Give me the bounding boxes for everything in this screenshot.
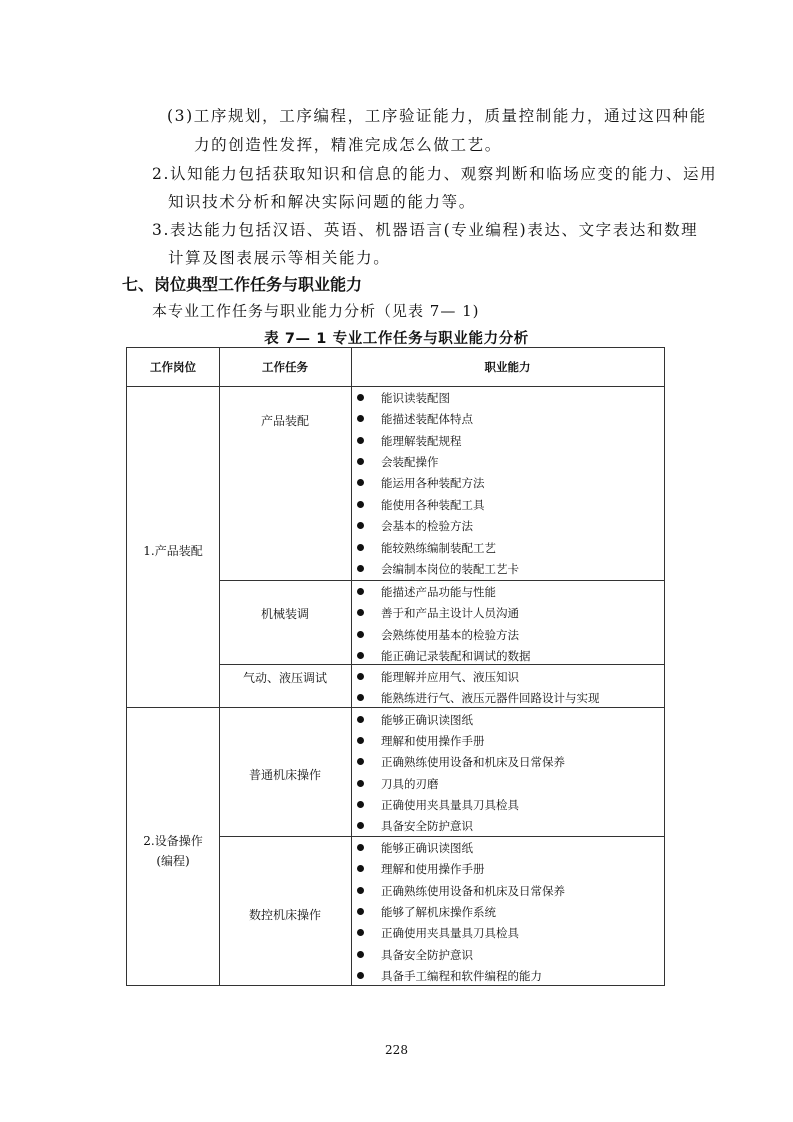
ability-text: 会基本的检验方法 [381,519,473,533]
bullet-icon [357,780,364,787]
paragraph-line: 计算及图表展示等相关能力。 [168,249,391,267]
bullet-icon [357,544,364,551]
ability-item [357,797,657,813]
bullet-icon [357,588,364,595]
row-divider [127,707,664,708]
ability-item [357,605,657,621]
bullet-icon [357,631,364,638]
ability-text: 善于和产品主设计人员沟通 [381,606,519,620]
bullet-icon [357,908,364,915]
bullet-icon [357,565,364,572]
ability-item [357,947,657,963]
ability-text: 理解和使用操作手册 [381,734,485,748]
task-cell: 普通机床操作 [248,768,321,782]
paragraph-line: 力的创造性发挥，精准完成怎么做工艺。 [194,136,502,154]
ability-item [357,776,657,792]
ability-item [357,627,657,643]
position-cell: 2.设备操作 [143,834,203,848]
ability-text: 正确熟练使用设备和机床及日常保养 [381,755,565,769]
row-divider [219,836,664,837]
ability-text: 能正确记录装配和调试的数据 [381,649,531,663]
task-cell: 气动、液压调试 [242,671,327,685]
ability-item [357,733,657,749]
bullet-icon [357,822,364,829]
ability-item [357,411,657,427]
bullet-icon [357,652,364,659]
ability-text: 能够正确识读图纸 [381,841,473,855]
ability-text: 正确熟练使用设备和机床及日常保养 [381,884,565,898]
row-divider [219,664,664,665]
header-position: 工作岗位 [150,360,196,374]
bullet-icon [357,887,364,894]
ability-item [357,540,657,556]
column-divider [351,348,352,985]
bullet-icon [357,394,364,401]
ability-text: 具备安全防护意识 [381,819,473,833]
ability-item [357,712,657,728]
ability-item [357,925,657,941]
ability-text: 能描述产品功能与性能 [381,585,496,599]
bullet-icon [357,437,364,444]
section-heading: 七、岗位典型工作任务与职业能力 [122,275,363,294]
bullet-icon [357,929,364,936]
task-cell: 产品装配 [260,414,309,428]
ability-item [357,883,657,899]
bullet-icon [357,737,364,744]
intro-text: 本专业工作任务与职业能力分析（见表 7— 1) [152,302,480,320]
ability-item [357,390,657,406]
ability-item [357,904,657,920]
bullet-icon [357,673,364,680]
ability-text: 能够正确识读图纸 [381,713,473,727]
bullet-icon [357,951,364,958]
bullet-icon [357,501,364,508]
ability-item [357,968,657,984]
bullet-icon [357,716,364,723]
ability-item [357,840,657,856]
ability-item [357,648,657,664]
ability-text: 具备手工编程和软件编程的能力 [381,969,542,983]
column-divider [219,348,220,985]
ability-item [357,475,657,491]
page-number: 228 [385,1043,408,1057]
ability-item [357,561,657,577]
competency-table [126,347,665,986]
position-cell: 1.产品装配 [143,544,203,558]
ability-text: 理解和使用操作手册 [381,862,485,876]
bullet-icon [357,801,364,808]
ability-item [357,584,657,600]
ability-item [357,497,657,513]
row-divider [219,580,664,581]
table-title: 表 7— 1 专业工作任务与职业能力分析 [264,331,529,347]
ability-text: 能较熟练编制装配工艺 [381,541,496,555]
bullet-icon [357,694,364,701]
ability-item [357,518,657,534]
position-cell-line2: (编程) [156,854,190,868]
ability-text: 刀具的刃磨 [381,777,439,791]
ability-text: 能识读装配图 [381,391,450,405]
ability-text: 正确使用夹具量具刀具检具 [381,926,519,940]
row-divider [127,386,664,387]
ability-text: 正确使用夹具量具刀具检具 [381,798,519,812]
bullet-icon [357,415,364,422]
ability-text: 能够了解机床操作系统 [381,905,496,919]
ability-item [357,669,657,685]
ability-item [357,454,657,470]
ability-item [357,818,657,834]
ability-text: 会编制本岗位的装配工艺卡 [381,562,519,576]
ability-item [357,861,657,877]
ability-item [357,433,657,449]
paragraph-line: 知识技术分析和解决实际问题的能力等。 [168,193,476,211]
bullet-icon [357,479,364,486]
bullet-icon [357,865,364,872]
ability-text: 能理解并应用气、液压知识 [381,670,519,684]
ability-text: 能使用各种装配工具 [381,498,485,512]
header-task: 工作任务 [262,360,308,374]
bullet-icon [357,522,364,529]
ability-item [357,690,657,706]
ability-item [357,754,657,770]
ability-text: 能描述装配体特点 [381,412,473,426]
ability-text: 具备安全防护意识 [381,948,473,962]
bullet-icon [357,758,364,765]
ability-text: 会熟练使用基本的检验方法 [381,628,519,642]
header-ability: 职业能力 [484,360,531,374]
ability-text: 能理解装配规程 [381,434,462,448]
ability-text: 能熟练进行气、液压元器件回路设计与实现 [381,691,600,705]
paragraph-line: 2.认知能力包括获取知识和信息的能力、观察判断和临场应变的能力、运用 [152,165,718,183]
bullet-icon [357,844,364,851]
task-cell: 数控机床操作 [248,908,321,922]
paragraph-line: 3.表达能力包括汉语、英语、机器语言(专业编程)表达、文字表达和数理 [152,221,699,239]
bullet-icon [357,609,364,616]
bullet-icon [357,458,364,465]
paragraph-line: (3)工序规划，工序编程，工序验证能力，质量控制能力，通过这四种能 [167,107,707,125]
task-cell: 机械装调 [260,607,309,621]
ability-text: 会装配操作 [381,455,439,469]
bullet-icon [357,972,364,979]
ability-text: 能运用各种装配方法 [381,476,485,490]
